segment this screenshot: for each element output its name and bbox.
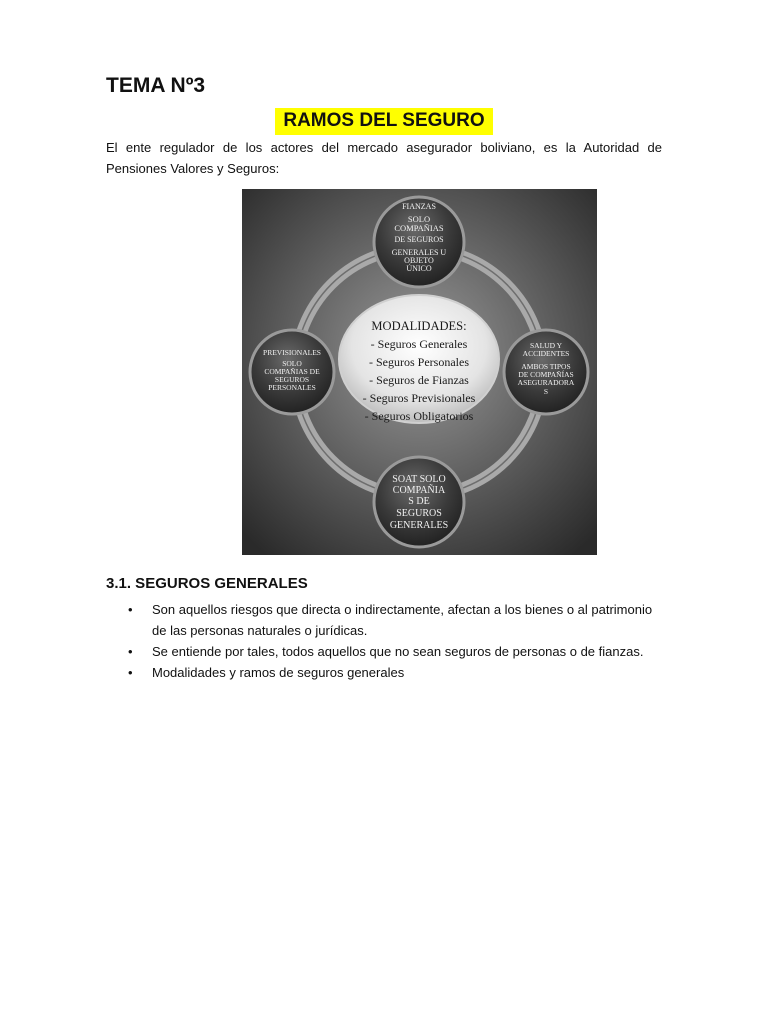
section-title-wrap [0, 108, 768, 135]
bullet-list [128, 599, 663, 683]
bullet-symbol: • [128, 644, 133, 659]
list-item [128, 662, 663, 683]
node-top-line: SOLO [407, 214, 431, 224]
center-item: - Seguros Previsionales [362, 391, 476, 405]
node-right-title: SALUD Y [529, 341, 563, 350]
center-item: - Seguros Obligatorios [364, 409, 474, 423]
node-top-line: ÚNICO [406, 264, 432, 273]
page-title: TEMA Nº3 [106, 74, 206, 97]
section-title: RAMOS DEL SEGURO [275, 108, 492, 135]
node-top-line: OBJETO [404, 256, 434, 265]
node-bottom-line: SOAT SOLO [392, 474, 446, 485]
node-top-line: COMPAÑIAS [394, 223, 444, 233]
node-right-line: S [543, 387, 549, 396]
node-right-title: ACCIDENTES [522, 349, 570, 358]
node-left-line: SEGUROS [274, 375, 310, 384]
bullet-symbol: • [128, 665, 133, 680]
list-item-text: Son aquellos riesgos que directa o indirectamente, afectan a los bienes o al patrimonio de las personas naturales o jurídicas. [152, 602, 653, 638]
node-bottom-line: GENERALES [389, 520, 449, 531]
node-top-line: DE SEGUROS [394, 235, 444, 244]
node-left-line: COMPAÑIAS DE [264, 367, 320, 376]
center-item: - Seguros Personales [369, 355, 469, 369]
list-item-text: Se entiende por tales, todos aquellos que no sean seguros de personas o de fianzas. [152, 644, 644, 659]
intro-paragraph: El ente regulador de los actores del mercado asegurador boliviano, es la Autoridad de Pensiones Valores y Seguros: [106, 140, 662, 176]
node-right-line: AMBOS TIPOS [521, 362, 571, 371]
list-item-text: Modalidades y ramos de seguros generales [152, 665, 405, 680]
center-item: - Seguros de Fianzas [369, 373, 469, 387]
node-bottom-line: COMPAÑIA [392, 485, 446, 496]
modalidades-diagram [242, 189, 597, 555]
bullet-symbol: • [128, 602, 133, 617]
node-right-line: ASEGURADORA [517, 378, 575, 387]
center-heading: MODALIDADES: [371, 319, 467, 333]
node-bottom-line: SEGUROS [396, 508, 442, 519]
subheading-seguros-generales: 3.1. SEGUROS GENERALES [106, 575, 308, 592]
center-item: - Seguros Generales [370, 337, 468, 351]
node-top-line: GENERALES U [391, 248, 447, 257]
node-left-line: PERSONALES [268, 383, 316, 392]
node-right-line: DE COMPAÑÍAS [518, 370, 574, 379]
node-left-title: PREVISIONALES [263, 348, 321, 357]
node-left-line: SOLO [282, 359, 302, 368]
node-top-title: FIANZAS [402, 202, 436, 211]
list-item [128, 599, 663, 641]
list-item [128, 641, 663, 662]
node-bottom-line: S DE [408, 496, 430, 507]
